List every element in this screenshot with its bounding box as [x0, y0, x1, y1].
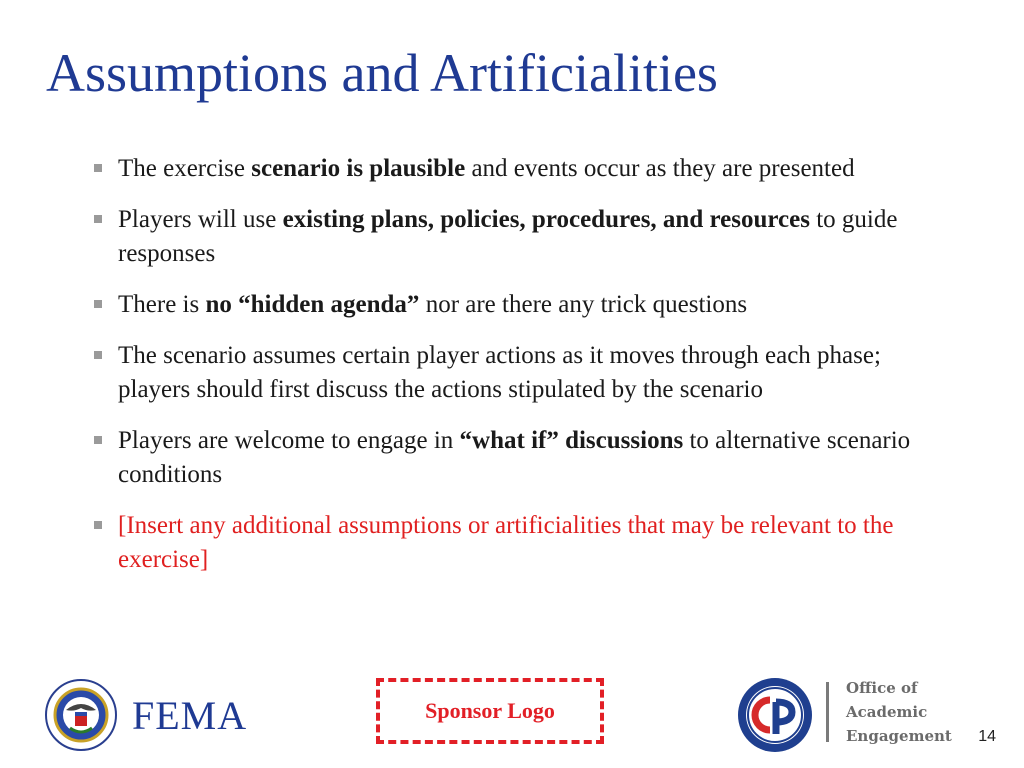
- square-bullet-icon: [94, 351, 102, 359]
- page-number: 14: [978, 728, 996, 745]
- slide-title: Assumptions and Artificialities: [46, 43, 718, 103]
- bullet-text: and events occur as they are presented: [465, 155, 855, 182]
- sponsor-logo-label: Sponsor Logo: [425, 698, 555, 723]
- bullet-item: [92, 339, 952, 407]
- square-bullet-icon: [94, 436, 102, 444]
- oae-line-2: Academic: [846, 703, 928, 721]
- oae-wordmark: [846, 676, 952, 748]
- crp-seal-icon: [736, 676, 814, 754]
- bullet-item: [92, 288, 952, 322]
- bullet-text: to alternative scenario conditions: [118, 427, 911, 488]
- square-bullet-icon: [94, 300, 102, 308]
- bullet-text: The scenario assumes certain player actions as it moves through each phase; players should first discuss the actions stipulated by the scenario: [118, 342, 881, 403]
- bullet-text: [Insert any additional assumptions or artificialities that may be relevant to the exercise]: [118, 512, 894, 573]
- fema-wordmark: FEMA: [132, 693, 248, 738]
- bullet-item: [92, 424, 952, 492]
- square-bullet-icon: [94, 215, 102, 223]
- square-bullet-icon: [94, 164, 102, 172]
- dhs-seal-icon: [44, 678, 118, 752]
- bullet-emphasis: scenario is plausible: [251, 155, 466, 182]
- sponsor-logo-placeholder: [376, 678, 604, 744]
- bullet-text: to guide responses: [118, 206, 898, 267]
- bullet-emphasis: no “hidden agenda”: [205, 291, 420, 318]
- bullet-item: [92, 203, 952, 271]
- oae-line-1: Office of: [846, 679, 918, 697]
- bullet-text: Players will use: [118, 206, 283, 233]
- bullet-item: [92, 509, 952, 577]
- oae-line-3: Engagement: [846, 727, 952, 745]
- bullet-list: [92, 152, 952, 594]
- oae-divider: [826, 682, 829, 742]
- bullet-emphasis: “what if” discussions: [459, 427, 684, 454]
- bullet-item: [92, 152, 952, 186]
- bullet-emphasis: existing plans, policies, procedures, and resources: [282, 206, 810, 233]
- square-bullet-icon: [94, 521, 102, 529]
- bullet-text: There is: [118, 291, 206, 318]
- bullet-text: nor are there any trick questions: [419, 291, 748, 318]
- bullet-text: The exercise: [118, 155, 252, 182]
- bullet-text: Players are welcome to engage in: [118, 427, 460, 454]
